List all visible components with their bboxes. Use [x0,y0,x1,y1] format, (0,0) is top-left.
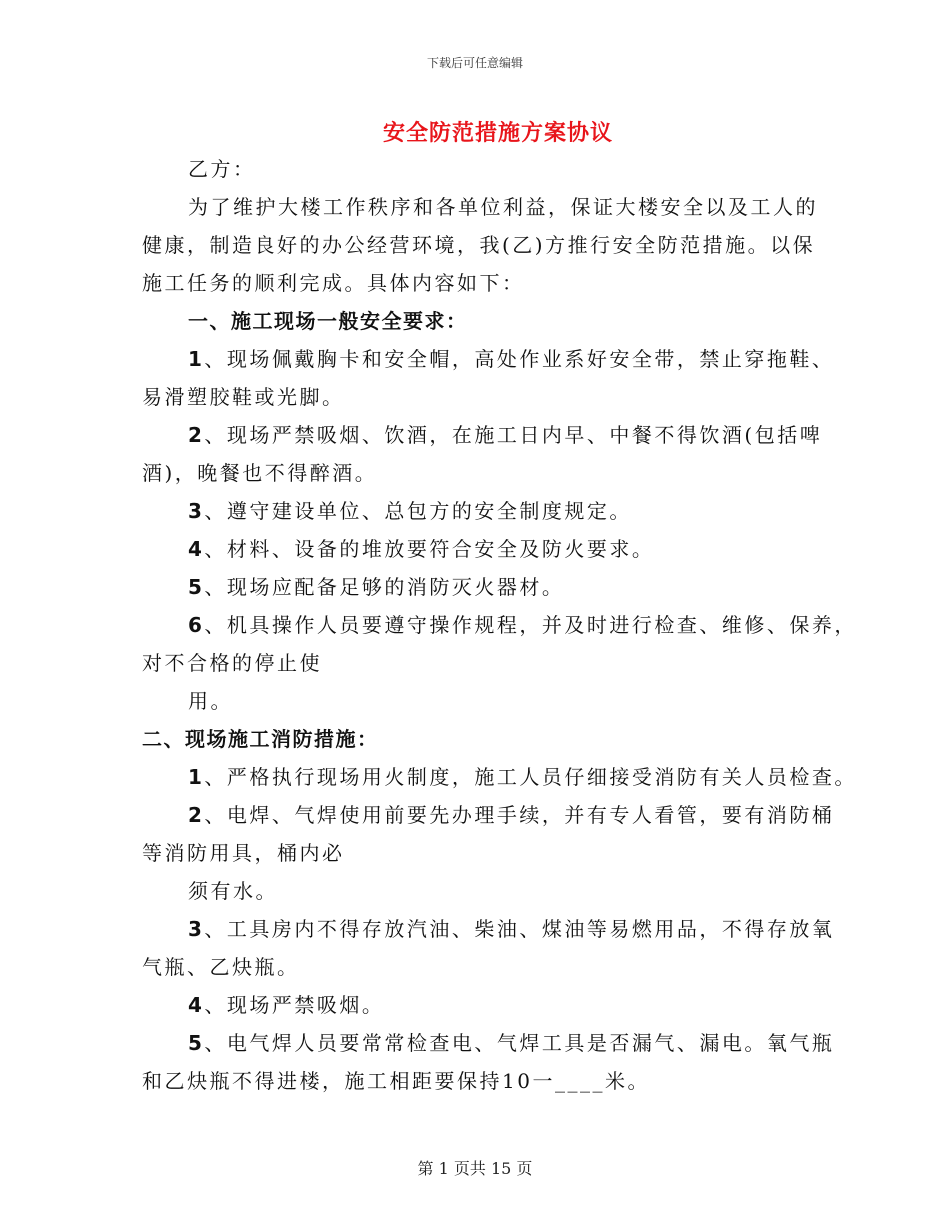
body-line [142,568,832,606]
item-number: 4 [188,537,205,561]
body-line: 乙方： [188,157,256,181]
item-text: 、电焊、气焊使用前要先办理手续，并有专人看管，要有消防桶 [204,803,835,827]
item-number: 3 [188,917,205,941]
item-number: 4 [188,993,205,1017]
body-line [142,530,832,568]
body-line [142,986,832,1024]
item-number: 2 [188,423,205,447]
body-line: 酒)，晚餐也不得醉酒。 [142,461,378,485]
item-text: 、遵守建设单位、总包方的安全制度规定。 [204,499,632,523]
document-body [142,150,857,1100]
item-text: 、工具房内不得存放汽油、柴油、煤油等易燃用品，不得存放氧 [204,917,835,941]
body-line: 健康，制造良好的办公经营环境，我(乙)方推行安全防范措施。以保 [142,233,816,257]
body-line [142,1024,835,1062]
body-line: 等消防用具，桶内必 [142,841,345,865]
item-text: 、现场严禁吸烟、饮酒，在施工日内早、中餐不得饮酒(包括啤 [204,423,823,447]
item-number: 6 [188,613,205,637]
item-number: 5 [188,575,205,599]
section-heading: 一、施工现场一般安全要求： [188,309,468,333]
body-line [142,606,857,644]
body-line [142,340,835,378]
section-heading: 二、现场施工消防措施： [142,727,379,751]
item-text: 、材料、设备的堆放要符合安全及防火要求。 [204,537,655,561]
header-note: 下载后可任意编辑 [426,56,523,70]
document-title: 安全防范措施方案协议 [382,120,613,146]
item-text: 、现场佩戴胸卡和安全帽，高处作业系好安全带，禁止穿拖鞋、 [204,347,835,371]
body-line: 对不合格的停止使 [142,651,322,675]
body-line: 气瓶、乙炔瓶。 [142,955,300,979]
body-line: 用。 [188,689,233,713]
body-line [142,910,835,948]
item-text: 、机具操作人员要遵守操作规程，并及时进行检查、维修、保养， [204,613,857,637]
body-line: 易滑塑胶鞋或光脚。 [142,385,345,409]
body-line: 须有水。 [188,879,278,903]
body-line: 和乙炔瓶不得进楼，施工相距要保持10一____米。 [142,1069,650,1093]
item-number: 1 [188,347,205,371]
item-text: 、现场严禁吸烟。 [204,993,385,1017]
item-text: 、电气焊人员要常常检查电、气焊工具是否漏气、漏电。氧气瓶 [204,1031,835,1055]
body-line [142,492,832,530]
body-line: 为了维护大楼工作秩序和各单位利益，保证大楼安全以及工人的 [188,195,818,219]
item-text: 、严格执行现场用火制度，施工人员仔细接受消防有关人员检查。 [204,765,857,789]
body-line [142,416,832,454]
item-number: 1 [188,765,205,789]
item-text: 、现场应配备足够的消防灭火器材。 [204,575,565,599]
item-number: 5 [188,1031,205,1055]
body-line [142,758,857,796]
item-number: 3 [188,499,205,523]
body-line [142,796,835,834]
page-footer: 第 1 页共 15 页 [417,1159,533,1178]
item-number: 2 [188,803,205,827]
body-line: 施工任务的顺利完成。具体内容如下： [142,271,525,295]
